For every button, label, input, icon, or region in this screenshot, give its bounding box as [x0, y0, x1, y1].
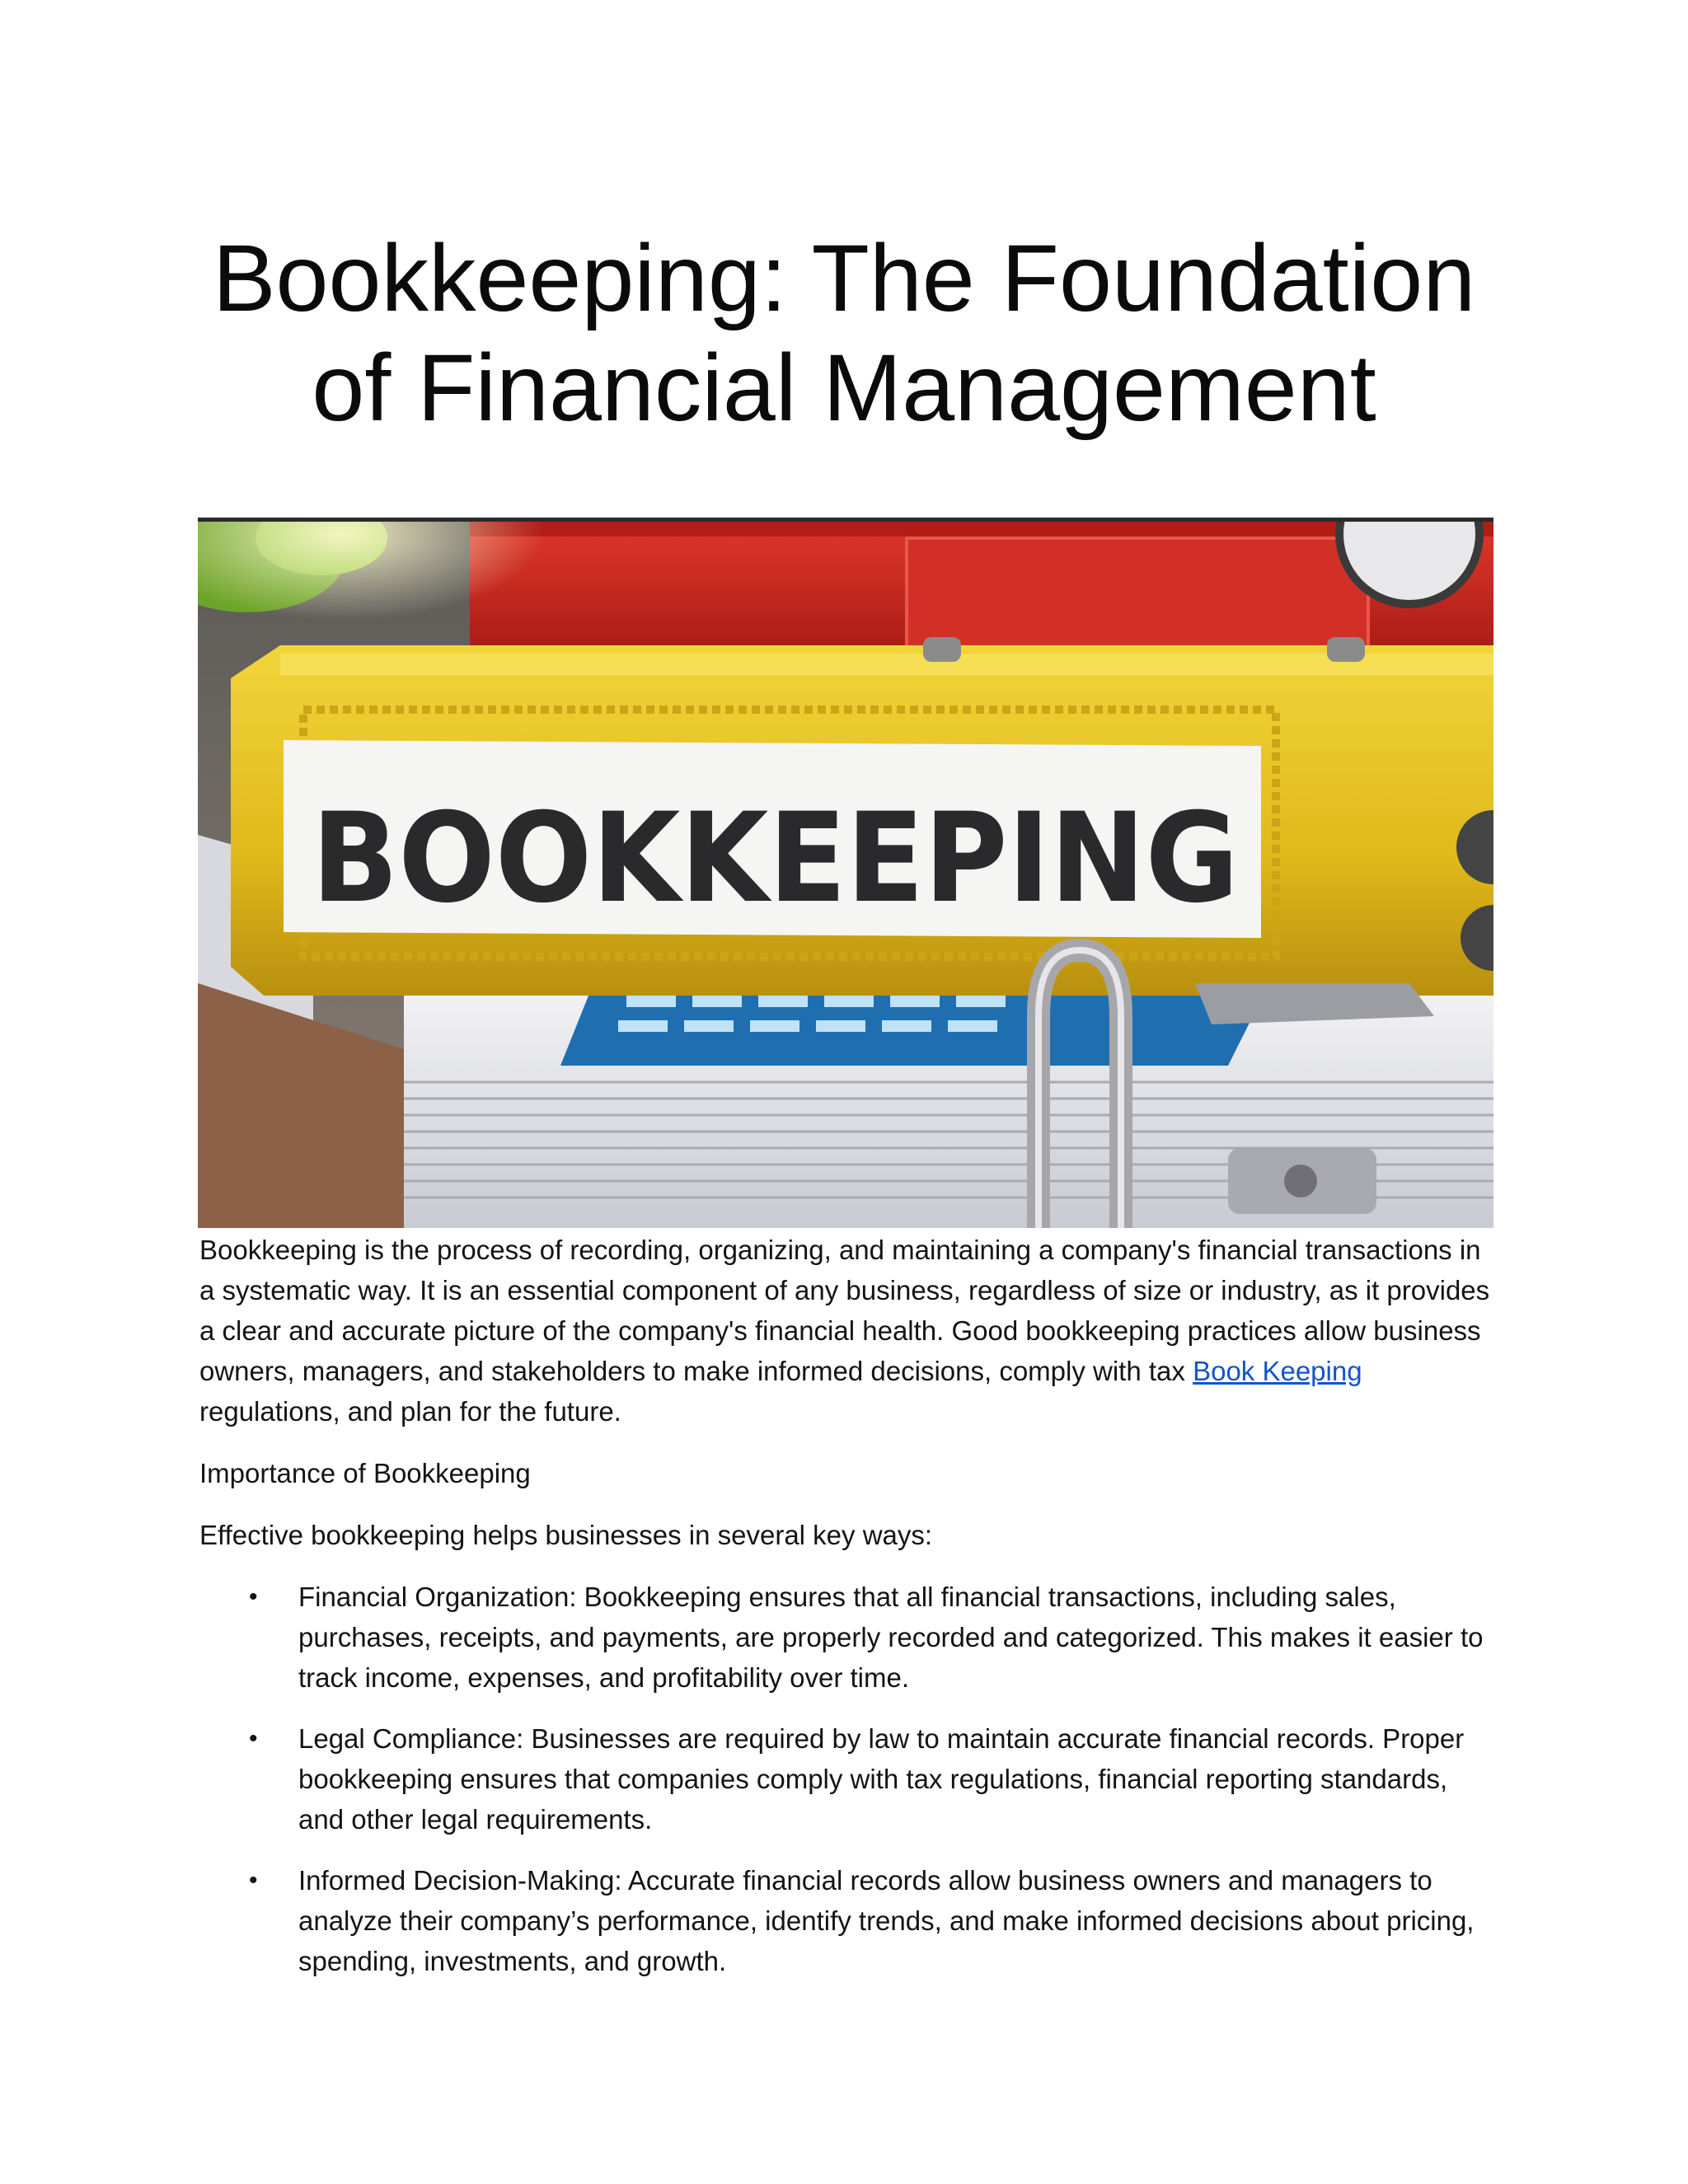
list-item	[199, 1718, 1493, 1840]
list-item-text: Informed Decision-Making: Accurate financial records allow business owners and managers to analyze their company’s performance, identify trends, and make informed decisions about pricing, spending, investments, and growth.	[298, 1865, 1475, 1976]
intro-paragraph	[199, 1230, 1493, 1432]
hero-label-text: BOOKKEEPING	[312, 787, 1239, 930]
hero-image-bookkeeping-binder	[198, 518, 1493, 1228]
book-keeping-link[interactable]: Book Keeping	[1193, 1356, 1362, 1386]
section-intro: Effective bookkeeping helps businesses in several key ways:	[199, 1520, 933, 1550]
list-item-text: Legal Compliance: Businesses are required by law to maintain accurate financial records. Proper bookkeeping ensures that companies comply with tax regulations, financial reporting standards, and other legal requirements.	[298, 1723, 1465, 1835]
list-item	[199, 1860, 1493, 1981]
title-line-1: Bookkeeping: The Foundation	[212, 226, 1476, 331]
intro-text-before-link: Bookkeeping is the process of recording, organizing, and maintaining a company's financial transactions in a systematic way. It is an essential component of any business, regardless of size or industry, as it provides a clear and accurate picture of the company's financial health. Good bookkeeping practices allow business owners, managers, and stakeholders to make informed decisions, comply with tax	[199, 1235, 1490, 1386]
title-line-2: of Financial Management	[312, 335, 1376, 441]
section-heading: Importance of Bookkeeping	[199, 1458, 531, 1488]
page-title	[165, 224, 1523, 443]
list-item-text: Financial Organization: Bookkeeping ensures that all financial transactions, including sales, purchases, receipts, and payments, are properly recorded and categorized. This makes it easier to track income, expenses, and profitability over time.	[298, 1582, 1484, 1693]
bullet-marker: •	[249, 1725, 258, 1752]
bullet-marker: •	[249, 1867, 258, 1894]
key-ways-list	[199, 1577, 1493, 2002]
list-item	[199, 1577, 1493, 1698]
binder-illustration	[198, 522, 1493, 1228]
intro-text-after-link: regulations, and plan for the future.	[199, 1396, 621, 1427]
bullet-marker: •	[249, 1583, 258, 1610]
